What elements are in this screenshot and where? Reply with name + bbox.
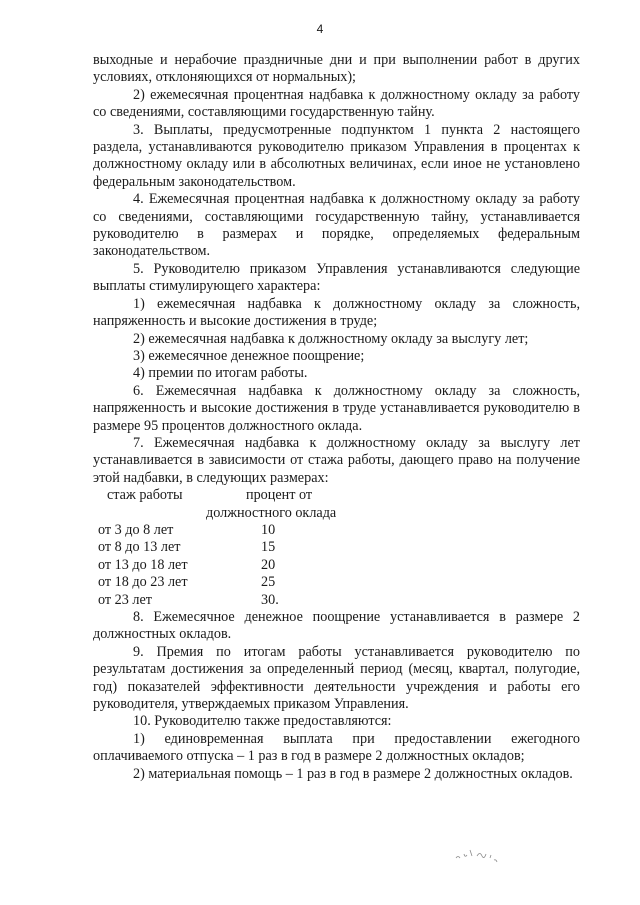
table-row bbox=[93, 574, 580, 591]
seniority-percent: 25 bbox=[261, 574, 276, 591]
table-row bbox=[93, 539, 580, 556]
seniority-range: от 3 до 8 лет bbox=[98, 521, 174, 538]
paragraphs-before-table bbox=[93, 52, 580, 487]
table-header-row-1 bbox=[93, 487, 580, 504]
table-header-percent-line2: должностного оклада bbox=[206, 504, 337, 521]
paragraph-after-4: 2) материальная помощь – 1 раз в год в размере 2 должностных окладов. bbox=[133, 765, 573, 782]
paragraph-after-0: 8. Ежемесячное денежное поощрение устанавливается в размере 2 должностных окладов. bbox=[93, 608, 580, 643]
paragraph-before-9: 6. Ежемесячная надбавка к должностному окладу за сложность, напряженность и высокие достижения в труде устанавливается руководителю в размере 95 процентов должностного оклада. bbox=[93, 382, 580, 434]
paragraph-before-1: 2) ежемесячная процентная надбавка к должностному окладу за работу со сведениями, составляющими государственную тайну. bbox=[93, 86, 580, 121]
paragraph-after-3: 1) единовременная выплата при предоставлении ежегодного оплачиваемого отпуска – 1 раз в год в размере 2 должностных окладов; bbox=[93, 730, 580, 765]
document-body bbox=[93, 52, 580, 783]
table-header-percent: процент от bbox=[246, 487, 313, 504]
seniority-table bbox=[93, 487, 580, 609]
seniority-range: от 18 до 23 лет bbox=[98, 574, 188, 591]
seniority-percent: 15 bbox=[261, 539, 276, 556]
paragraph-before-8: 4) премии по итогам работы. bbox=[133, 365, 308, 382]
paragraphs-after-table bbox=[93, 609, 580, 783]
table-rows bbox=[93, 522, 580, 609]
table-row bbox=[93, 592, 580, 609]
paragraph-before-7: 3) ежемесячное денежное поощрение; bbox=[133, 347, 365, 364]
seniority-range: от 23 лет bbox=[98, 591, 152, 608]
page-number: 4 bbox=[316, 22, 324, 36]
paragraph-before-6: 2) ежемесячная надбавка к должностному окладу за выслугу лет; bbox=[133, 330, 529, 347]
table-row bbox=[93, 557, 580, 574]
seniority-percent: 30. bbox=[261, 591, 279, 608]
paragraph-before-2: 3. Выплаты, предусмотренные подпунктом 1 пункта 2 настоящего раздела, устанавливаются руководителю приказом Управления в процентах к должностному окладу или в абсолютных величинах, если иное не установлено федеральным законодательством. bbox=[93, 121, 580, 190]
seniority-range: от 13 до 18 лет bbox=[98, 556, 188, 573]
table-header-row-2 bbox=[93, 505, 580, 522]
table-header-seniority: стаж работы bbox=[107, 487, 183, 504]
paragraph-before-5: 1) ежемесячная надбавка к должностному окладу за сложность, напряженность и высокие достижения в труде; bbox=[93, 295, 580, 330]
paragraph-before-4: 5. Руководителю приказом Управления устанавливаются следующие выплаты стимулирующего характера: bbox=[93, 260, 580, 295]
seniority-range: от 8 до 13 лет bbox=[98, 539, 181, 556]
table-row bbox=[93, 522, 580, 539]
seniority-percent: 20 bbox=[261, 556, 276, 573]
paragraph-after-1: 9. Премия по итогам работы устанавливается руководителю по результатам достижения за определенный период (месяц, квартал, полугодие, год) показателей эффективности деятельности учреждения и работы его руководителя, утверждаемых приказом Управления. bbox=[93, 643, 580, 712]
paragraph-before-3: 4. Ежемесячная процентная надбавка к должностному окладу за работу со сведениями, составляющими государственную тайну, устанавливается руководителю в размерах и порядке, определяемых федеральным законодательством. bbox=[93, 191, 580, 260]
paragraph-before-0: выходные и нерабочие праздничные дни и при выполнении работ в других условиях, отклоняющихся от нормальных); bbox=[93, 52, 580, 86]
ink-mark-icon bbox=[450, 838, 510, 868]
paragraph-before-10: 7. Ежемесячная надбавка к должностному окладу за выслугу лет устанавливается в зависимости от стажа работы, дающего право на получение этой надбавки, в следующих размерах: bbox=[93, 434, 580, 486]
seniority-percent: 10 bbox=[261, 521, 276, 538]
paragraph-after-2: 10. Руководителю также предоставляются: bbox=[133, 713, 392, 730]
